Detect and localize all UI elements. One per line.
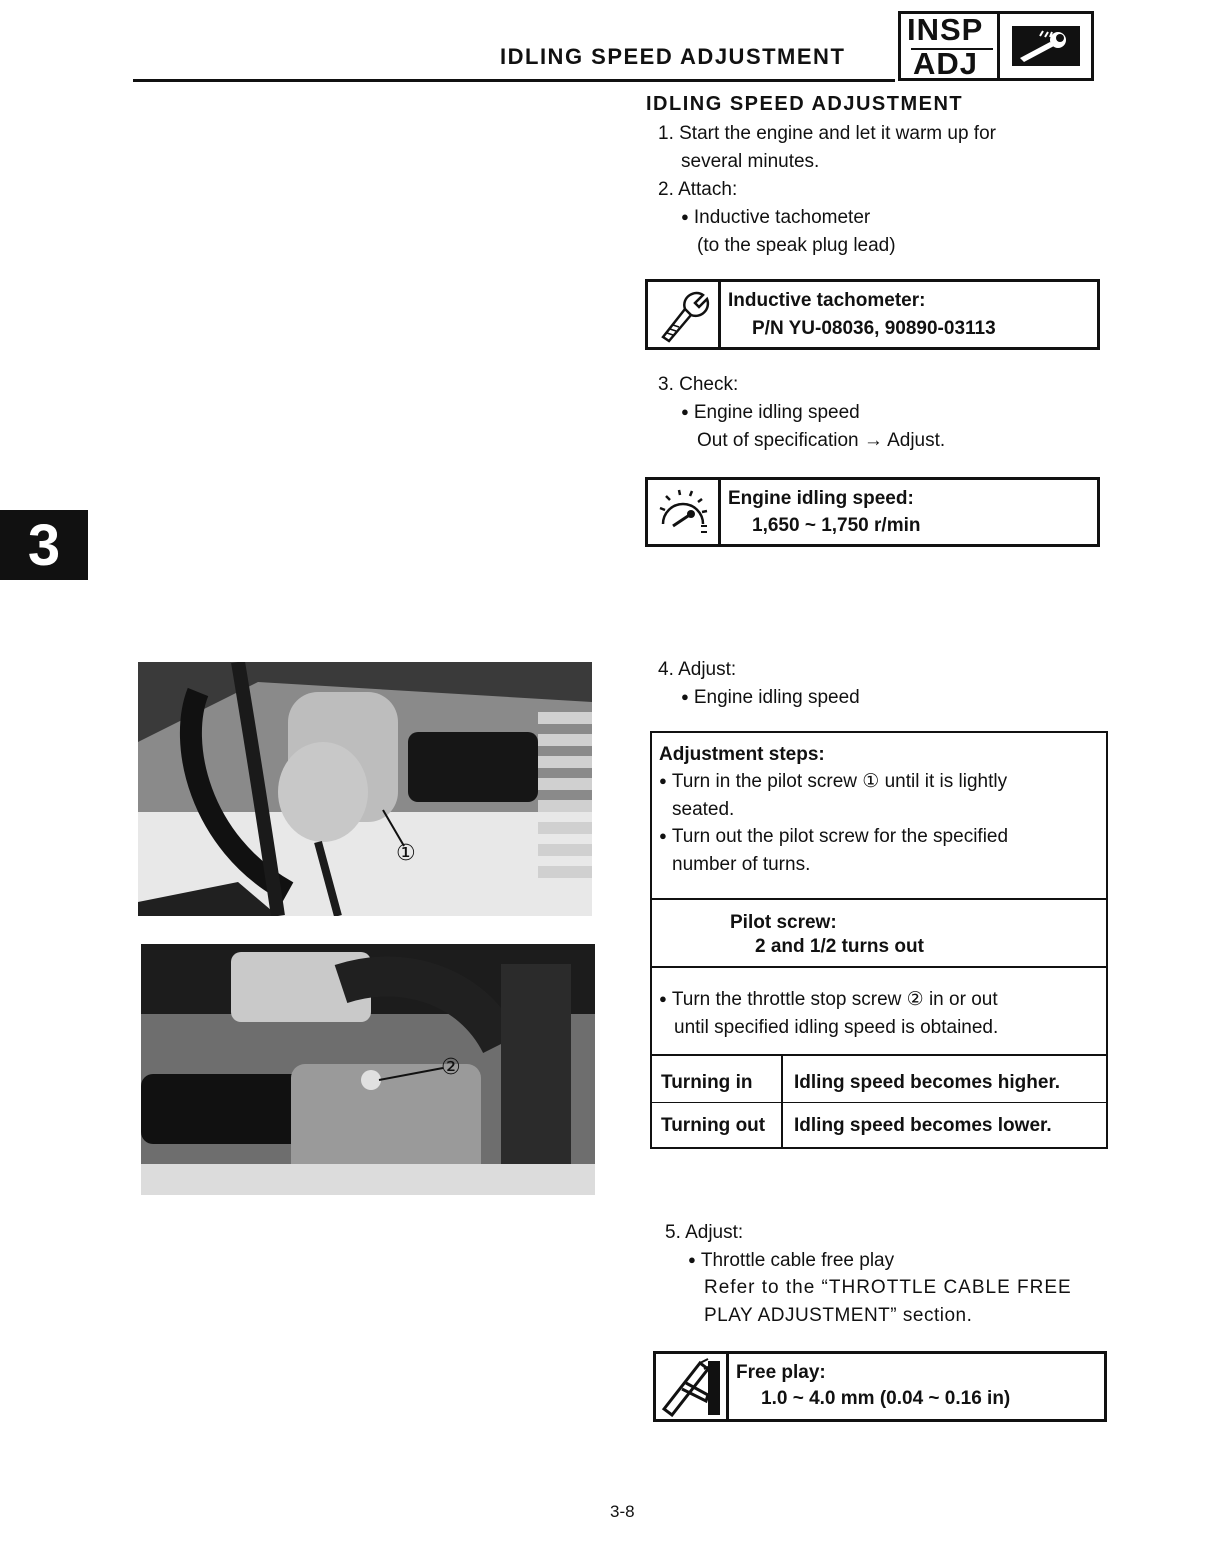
step-3-note: Out of specification → Adjust.: [697, 430, 946, 451]
step-3-item: ● Engine idling speed: [681, 399, 860, 428]
table-row-divider: [652, 1102, 1106, 1103]
idle-spec-label: Engine idling speed:: [728, 488, 914, 509]
turning-in-cell: Turning in: [661, 1072, 753, 1093]
free-play-label: Free play:: [736, 1362, 826, 1383]
tachometer-icon: [648, 480, 721, 544]
special-tool-icon: [648, 282, 721, 347]
tool-spec-label: Inductive tachometer:: [728, 290, 926, 311]
header-rule: [133, 79, 895, 82]
adjustment-bullet-2-line-2: number of turns.: [672, 854, 811, 875]
adjustment-divider: [652, 898, 1106, 900]
step-5: 5. Adjust:: [665, 1222, 744, 1243]
turning-in-result: Idling speed becomes higher.: [794, 1072, 1061, 1093]
pilot-screw-label: Pilot screw:: [730, 912, 837, 933]
callout-1: ①: [396, 840, 416, 865]
section-title: IDLING SPEED ADJUSTMENT: [646, 93, 964, 115]
tool-spec-value: P/N YU-08036, 90890-03113: [752, 318, 996, 339]
callout-2: ②: [441, 1054, 461, 1079]
step-5-note-line-1: Refer to the “THROTTLE CABLE FREE: [704, 1277, 1072, 1298]
step-2-item: ● Inductive tachometer: [681, 204, 870, 233]
adjustment-steps-table: [650, 731, 1108, 1149]
chapter-tab: 3: [0, 510, 88, 580]
page-number: 3-8: [610, 1502, 635, 1521]
step-4-item: ● Engine idling speed: [681, 684, 860, 713]
badge-line-1: INSP: [907, 12, 984, 47]
free-play-spec-box: [653, 1351, 1107, 1422]
step-5-item: ● Throttle cable free play: [688, 1247, 894, 1276]
step-1-line-1: 1. Start the engine and let it warm up for: [658, 123, 996, 144]
adjustment-divider: [652, 1054, 1106, 1056]
idle-spec-value: 1,650 ~ 1,750 r/min: [752, 515, 921, 536]
adjustment-divider: [652, 966, 1106, 968]
badge-line-2: ADJ: [913, 46, 979, 81]
adjustment-bullet-3-line-1: ● Turn the throttle stop screw ② in or out: [659, 986, 998, 1015]
badge-text-box: [898, 11, 1000, 81]
step-3: 3. Check:: [658, 374, 739, 395]
step-2-note: (to the speak plug lead): [697, 235, 896, 256]
insp-adj-badge: [898, 11, 1094, 81]
carburetor-photo-2: [141, 944, 595, 1195]
free-play-value: 1.0 ~ 4.0 mm (0.04 ~ 0.16 in): [761, 1388, 1011, 1409]
page-header-title: IDLING SPEED ADJUSTMENT: [500, 44, 846, 69]
step-5-note-line-2: PLAY ADJUSTMENT” section.: [704, 1305, 973, 1326]
adjustment-bullet-1-line-2: seated.: [672, 799, 735, 820]
step-2: 2. Attach:: [658, 179, 738, 200]
turning-out-result: Idling speed becomes lower.: [794, 1115, 1052, 1136]
special-tool-spec-box: [645, 279, 1100, 350]
step-1-line-2: several minutes.: [681, 151, 820, 172]
wrench-icon: [1000, 11, 1094, 81]
adjustment-bullet-2-line-1: ● Turn out the pilot screw for the specified: [659, 823, 1008, 852]
adjustment-bullet-3-line-2: until specified idling speed is obtained.: [674, 1017, 999, 1038]
turning-out-cell: Turning out: [661, 1115, 766, 1136]
caliper-icon: [656, 1354, 729, 1419]
idling-speed-spec-box: [645, 477, 1100, 547]
carburetor-photo-1: [138, 662, 592, 916]
adjustment-heading: Adjustment steps:: [659, 744, 825, 765]
adjustment-bullet-1-line-1: ● Turn in the pilot screw ① until it is lightly: [659, 768, 1007, 797]
step-4: 4. Adjust:: [658, 659, 737, 680]
pilot-screw-value: 2 and 1/2 turns out: [755, 936, 924, 957]
